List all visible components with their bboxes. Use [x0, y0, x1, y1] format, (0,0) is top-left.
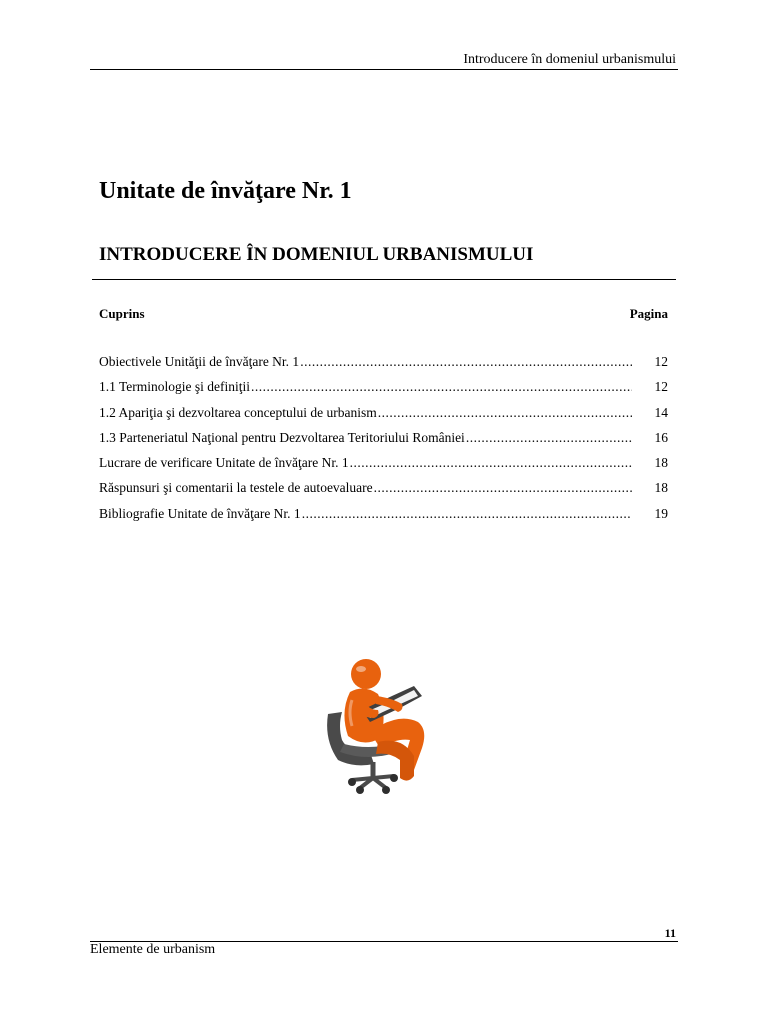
reading-figure-icon	[318, 652, 444, 794]
toc-entry[interactable]	[99, 455, 668, 480]
toc-leader-dots	[251, 379, 632, 395]
section-rule	[92, 279, 676, 280]
toc-entry-title: 1.1 Terminologie şi definiţii	[99, 379, 251, 395]
toc-entry-page: 12	[654, 354, 668, 369]
toc-entry-title: 1.2 Apariţia şi dezvoltarea conceptului de urbanism	[99, 404, 377, 420]
reading-figure-illustration	[318, 652, 444, 794]
toc-entry-page: 18	[654, 480, 668, 496]
unit-title: Unitate de învăţare Nr. 1	[99, 178, 352, 204]
toc-entry[interactable]	[99, 379, 668, 404]
toc-entry[interactable]	[99, 354, 668, 379]
contents-label: Cuprins	[99, 306, 145, 321]
section-title: INTRODUCERE ÎN DOMENIUL URBANISMULUI	[99, 244, 534, 265]
toc-entry-title: 1.3 Parteneriatul Naţional pentru Dezvoltarea Teritoriului României	[99, 429, 465, 445]
toc-entry[interactable]	[99, 506, 668, 531]
toc-entry[interactable]	[99, 405, 668, 430]
running-footer: Elemente de urbanism	[90, 942, 216, 957]
toc-leader-dots	[300, 354, 632, 370]
toc-leader-dots	[378, 405, 632, 421]
toc-entry-page: 12	[654, 379, 668, 395]
toc-entry-title: Obiectivele Unităţii de învăţare Nr. 1	[99, 354, 300, 369]
toc-entry[interactable]	[99, 430, 668, 455]
toc-leader-dots	[302, 506, 632, 522]
table-of-contents	[99, 354, 668, 531]
toc-entry-page: 16	[654, 429, 668, 445]
page-label: Pagina	[629, 306, 668, 321]
header-rule	[90, 69, 678, 70]
toc-entry-title: Răspunsuri şi comentarii la testele de autoevaluare	[99, 480, 373, 496]
toc-entry-page: 18	[654, 455, 668, 471]
toc-entry-page: 14	[654, 404, 668, 420]
toc-leader-dots	[374, 480, 632, 496]
toc-leader-dots	[350, 455, 632, 471]
toc-entry-title: Bibliografie Unitate de învăţare Nr. 1	[99, 505, 301, 521]
toc-header	[99, 306, 668, 322]
toc-entry-page: 19	[654, 505, 668, 521]
page-number: 11	[664, 926, 676, 940]
toc-entry-title: Lucrare de verificare Unitate de învăţare Nr. 1	[99, 455, 349, 471]
toc-leader-dots	[466, 430, 632, 446]
toc-entry[interactable]	[99, 480, 668, 505]
running-header: Introducere în domeniul urbanismului	[463, 52, 676, 67]
